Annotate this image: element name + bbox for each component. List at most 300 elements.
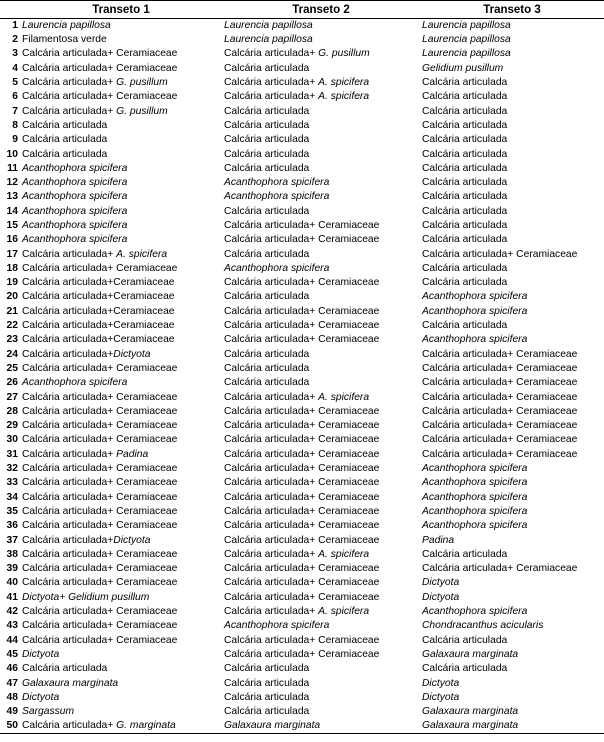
row-number: 31 [6, 448, 18, 460]
transeto-3-cell [420, 76, 604, 90]
table-row [0, 533, 604, 547]
row-number: 22 [6, 320, 18, 332]
table-row [0, 104, 604, 118]
species-name: G. pusillum [116, 105, 168, 117]
table-row [0, 705, 604, 719]
category-text: Calcária articulada+ Ceramiaceae [224, 463, 380, 475]
transeto-1-cell [20, 233, 222, 247]
species-name: Acanthophora spicifera [422, 505, 528, 517]
species-name: Dictyota [422, 591, 460, 603]
category-text: Calcária articulada [224, 105, 310, 117]
header-transeto-1: Transeto 1 [20, 1, 222, 19]
species-name: Laurencia papillosa [224, 20, 313, 31]
table-row [0, 176, 604, 190]
category-text: Calcária articulada [224, 663, 310, 675]
row-number: 8 [12, 119, 18, 131]
header-number [0, 1, 20, 19]
species-name: A. spicifera [318, 91, 370, 103]
transeto-1-cell [20, 76, 222, 90]
transeto-3-cell [420, 719, 604, 734]
category-text: Calcária articulada+ [22, 248, 117, 260]
row-number: 36 [6, 520, 18, 532]
species-name: Acanthophora spicifera [224, 177, 330, 189]
table-row [0, 62, 604, 76]
category-text: Calcária articulada [422, 134, 508, 146]
category-text: Calcária articulada+ Ceramiaceae [22, 48, 178, 60]
species-name: A. spicifera [116, 248, 168, 260]
category-text: Calcária articulada [224, 362, 310, 374]
transeto-1-cell [20, 633, 222, 647]
category-text: Calcária articulada+ Ceramiaceae [224, 234, 380, 246]
transeto-3-cell [420, 348, 604, 362]
transeto-3-cell [420, 605, 604, 619]
table-row [0, 662, 604, 676]
transeto-3-cell [420, 276, 604, 290]
species-name: Acanthophora spicifera [422, 291, 528, 303]
transeto-2-cell [222, 276, 420, 290]
category-text: Calcária articulada+ Ceramiaceae [422, 248, 578, 260]
transeto-1-cell [20, 533, 222, 547]
transeto-3-cell [420, 133, 604, 147]
transeto-3-cell [420, 633, 604, 647]
row-number: 49 [6, 706, 18, 718]
species-name: Acanthophora spicifera [224, 620, 330, 632]
category-text: Calcária articulada+ Ceramiaceae [224, 534, 380, 546]
category-text: Calcária articulada+ Ceramiaceae [224, 305, 380, 317]
category-text: Calcária articulada+ Ceramiaceae [22, 91, 178, 103]
transeto-2-cell [222, 648, 420, 662]
transeto-2-cell [222, 219, 420, 233]
transeto-3-cell [420, 591, 604, 605]
category-text: Calcária articulada [422, 663, 508, 675]
transeto-1-cell [20, 676, 222, 690]
row-number: 5 [12, 77, 18, 89]
row-number: 17 [6, 248, 18, 260]
transeto-1-cell [20, 348, 222, 362]
transeto-1-cell [20, 719, 222, 734]
species-name: Galaxaura marginata [422, 720, 519, 732]
category-text: Calcária articulada+ Ceramiaceae [22, 577, 178, 589]
transeto-1-cell [20, 562, 222, 576]
category-text: Calcária articulada [422, 177, 508, 189]
category-text: Calcária articulada+ Ceramiaceae [224, 577, 380, 589]
category-text: Calcária articulada+ Ceramiaceae [224, 591, 380, 603]
species-name: Laurencia papillosa [422, 20, 511, 31]
category-text: Calcária articulada+ [22, 720, 117, 732]
transeto-1-cell [20, 405, 222, 419]
transeto-1-cell [20, 205, 222, 219]
transeto-2-cell [222, 476, 420, 490]
species-name: Acanthophora spicifera [422, 463, 528, 475]
row-number: 25 [6, 362, 18, 374]
row-number: 27 [6, 391, 18, 403]
transeto-3-cell [420, 548, 604, 562]
table-row [0, 290, 604, 304]
row-number: 14 [6, 205, 18, 217]
transeto-2-cell [222, 233, 420, 247]
category-text: Calcária articulada [422, 220, 508, 231]
row-number: 50 [0, 719, 20, 734]
transeto-2-cell [222, 76, 420, 90]
transeto-2-cell [222, 104, 420, 118]
transeto-3-cell [420, 219, 604, 233]
transeto-3-cell [420, 190, 604, 204]
transeto-1-cell [20, 33, 222, 47]
row-number: 28 [6, 405, 18, 417]
transeto-3-cell [420, 662, 604, 676]
category-text: Calcária articulada+ [22, 348, 114, 360]
transeto-2-cell [222, 576, 420, 590]
transeto-3-cell [420, 476, 604, 490]
transeto-3-cell [420, 676, 604, 690]
species-name: Laurencia papillosa [422, 48, 511, 60]
category-text: Calcária articulada+ Ceramiaceae [224, 434, 380, 446]
transeto-1-cell [20, 605, 222, 619]
species-name: Dictyota [22, 691, 60, 703]
category-text: Calcária articulada+ Ceramiaceae [224, 648, 380, 660]
transeto-1-cell [20, 62, 222, 76]
category-text: Calcária articulada+ Ceramiaceae [224, 505, 380, 517]
transeto-3-cell [420, 390, 604, 404]
transeto-3-cell [420, 176, 604, 190]
table-row [0, 519, 604, 533]
transeto-3-cell [420, 247, 604, 261]
table-row [0, 333, 604, 347]
table-row [0, 348, 604, 362]
category-text: Calcária articulada+Ceramiaceae [22, 320, 175, 332]
table-row [0, 262, 604, 276]
row-number: 39 [6, 563, 18, 575]
transeto-1-cell [20, 548, 222, 562]
row-number: 3 [12, 48, 18, 60]
category-text: Calcária articulada+ Ceramiaceae [22, 434, 178, 446]
category-text: Calcária articulada+ Ceramiaceae [22, 520, 178, 532]
transeto-2-cell [222, 548, 420, 562]
transeto-2-cell [222, 705, 420, 719]
table-row [0, 676, 604, 690]
species-name: Acanthophora spicifera [422, 305, 528, 317]
table-body [0, 19, 604, 734]
category-text: Calcária articulada+ Ceramiaceae [22, 420, 178, 432]
table-row [0, 619, 604, 633]
transeto-2-cell [222, 448, 420, 462]
row-number: 26 [6, 377, 18, 389]
transeto-1-cell [20, 519, 222, 533]
transeto-2-cell [222, 147, 420, 161]
transeto-1-cell [20, 491, 222, 505]
category-text: Calcária articulada+ [224, 606, 319, 618]
species-name: G. marginata [116, 720, 176, 732]
table-row [0, 47, 604, 61]
transeto-1-cell [20, 619, 222, 633]
transeto-1-cell [20, 476, 222, 490]
transeto-2-cell [222, 262, 420, 276]
category-text: Calcária articulada+ Ceramiaceae [22, 391, 178, 403]
category-text: Calcária articulada [422, 234, 508, 246]
row-number: 45 [6, 648, 18, 660]
category-text: Calcária articulada [422, 277, 508, 289]
category-text: Calcária articulada+ Ceramiaceae [422, 420, 578, 432]
transeto-3-cell [420, 648, 604, 662]
row-number: 34 [6, 491, 18, 503]
row-number: 23 [6, 334, 18, 346]
row-number: 1 [12, 20, 18, 31]
table-row [0, 648, 604, 662]
transeto-1-cell [20, 419, 222, 433]
transeto-2-cell [222, 390, 420, 404]
header-transeto-2: Transeto 2 [222, 1, 420, 19]
species-name: Galaxaura marginata [422, 648, 519, 660]
table-row [0, 319, 604, 333]
transeto-2-cell [222, 533, 420, 547]
species-name: Acanthophora spicifera [422, 334, 528, 346]
transeto-2-cell [222, 190, 420, 204]
species-name: Padina [116, 448, 149, 460]
row-number: 33 [6, 477, 18, 489]
transeto-1-cell [20, 576, 222, 590]
category-text: Calcária articulada [224, 377, 310, 389]
table-row [0, 90, 604, 104]
transeto-2-cell [222, 176, 420, 190]
transeto-2-cell [222, 348, 420, 362]
transeto-3-cell [420, 419, 604, 433]
transeto-3-cell [420, 290, 604, 304]
row-number: 15 [6, 220, 18, 231]
category-text: Calcária articulada [22, 148, 108, 160]
category-text: Calcária articulada+ Ceramiaceae [422, 563, 578, 575]
transeto-1-cell [20, 247, 222, 261]
row-number: 19 [6, 277, 18, 289]
transeto-1-cell [20, 505, 222, 519]
transeto-2-cell [222, 676, 420, 690]
row-number: 38 [6, 548, 18, 560]
category-text: Calcária articulada+ Ceramiaceae [224, 491, 380, 503]
transeto-2-cell [222, 62, 420, 76]
category-text: Calcária articulada [224, 134, 310, 146]
species-name: Acanthophora spicifera [224, 191, 330, 203]
transeto-1-cell [20, 305, 222, 319]
transeto-1-cell [20, 376, 222, 390]
table-row [0, 605, 604, 619]
category-text: Calcária articulada [422, 119, 508, 131]
category-text: Calcária articulada [224, 162, 310, 174]
category-text: Calcária articulada+ Ceramiaceae [422, 391, 578, 403]
table-row [0, 205, 604, 219]
category-text: Calcária articulada+ Ceramiaceae [422, 348, 578, 360]
species-name: Acanthophora spicifera [422, 520, 528, 532]
category-text: Calcária articulada+ Ceramiaceae [22, 620, 178, 632]
table-row [0, 133, 604, 147]
table-row [0, 405, 604, 419]
category-text: Calcária articulada+ Ceramiaceae [224, 563, 380, 575]
species-name: Laurencia papillosa [422, 34, 511, 46]
species-name: Dictyota [113, 348, 151, 360]
row-number: 6 [12, 91, 18, 103]
transeto-2-cell [222, 47, 420, 61]
table-row [0, 576, 604, 590]
category-text: Calcária articulada+ Ceramiaceae [224, 320, 380, 332]
transeto-2-cell [222, 90, 420, 104]
table-row [0, 362, 604, 376]
table-row [0, 691, 604, 705]
table-row [0, 462, 604, 476]
category-text: Calcária articulada+ [22, 105, 117, 117]
transeto-1-cell [20, 390, 222, 404]
header-transeto-3: Transeto 3 [420, 1, 604, 19]
transeto-3-cell [420, 376, 604, 390]
transeto-2-cell [222, 333, 420, 347]
row-number: 9 [12, 134, 18, 146]
transeto-2-cell [222, 619, 420, 633]
category-text: Calcária articulada [422, 148, 508, 160]
species-name: Acanthophora spicifera [22, 162, 128, 174]
transeto-3-cell [420, 233, 604, 247]
species-name: A. spicifera [318, 548, 370, 560]
species-name: Acanthophora spicifera [22, 377, 128, 389]
transeto-2-cell [222, 433, 420, 447]
category-text: Calcária articulada [422, 548, 508, 560]
row-number: 35 [6, 505, 18, 517]
table-row [0, 448, 604, 462]
category-text: Calcária articulada+ Ceramiaceae [224, 405, 380, 417]
transeto-3-cell [420, 62, 604, 76]
row-number: 41 [6, 591, 18, 603]
category-text: Calcária articulada+ Ceramiaceae [22, 362, 178, 374]
transeto-2-cell [222, 662, 420, 676]
transeto-2-cell [222, 205, 420, 219]
transeto-1-cell [20, 276, 222, 290]
category-text: Calcária articulada+ Ceramiaceae [22, 634, 178, 646]
category-text: Calcária articulada [422, 191, 508, 203]
transeto-3-cell [420, 505, 604, 519]
transeto-2-cell [222, 405, 420, 419]
transeto-3-cell [420, 47, 604, 61]
transeto-3-cell [420, 90, 604, 104]
transeto-2-cell [222, 691, 420, 705]
category-text: Calcária articulada+ Ceramiaceae [22, 62, 178, 74]
transeto-2-cell [222, 605, 420, 619]
species-name: Acanthophora spicifera [22, 205, 128, 217]
transeto-1-cell [20, 591, 222, 605]
category-text: Calcária articulada [22, 134, 108, 146]
transeto-1-cell [20, 262, 222, 276]
category-text: Calcária articulada+ Ceramiaceae [22, 548, 178, 560]
row-number: 11 [7, 162, 18, 174]
category-text: Calcária articulada+ [22, 77, 117, 89]
category-text: Calcária articulada+Ceramiaceae [22, 291, 175, 303]
category-text: Calcária articulada+ [224, 391, 319, 403]
transeto-2-cell [222, 362, 420, 376]
category-text: Calcária articulada+ Ceramiaceae [22, 262, 178, 274]
row-number: 24 [6, 348, 18, 360]
row-number: 29 [6, 420, 18, 432]
transeto-1-cell [20, 691, 222, 705]
table-row [0, 390, 604, 404]
transeto-1-cell [20, 319, 222, 333]
row-number: 10 [6, 148, 18, 160]
species-name: Chondracanthus acicularis [422, 620, 544, 632]
category-text: Filamentosa verde [22, 34, 107, 46]
transeto-3-cell [420, 448, 604, 462]
table-row [0, 562, 604, 576]
transeto-3-cell [420, 162, 604, 176]
transeto-1-cell [20, 90, 222, 104]
species-name: Dictyota [422, 691, 460, 703]
transeto-3-cell [420, 119, 604, 133]
transeto-2-cell [222, 491, 420, 505]
species-name: Dictyota [422, 577, 460, 589]
row-number: 43 [6, 620, 18, 632]
category-text: Calcária articulada+ Ceramiaceae [22, 405, 178, 417]
species-name: Gelidium pusillum [422, 62, 504, 74]
table-row [0, 19, 604, 34]
table-row [0, 476, 604, 490]
transeto-3-cell [420, 333, 604, 347]
category-text: Calcária articulada [224, 205, 310, 217]
table-row [0, 433, 604, 447]
table-row [0, 147, 604, 161]
row-number: 48 [6, 691, 18, 703]
category-text: Calcária articulada+ [22, 448, 117, 460]
category-text: Calcária articulada [422, 262, 508, 274]
category-text: Calcária articulada+ Ceramiaceae [224, 277, 380, 289]
species-name: Laurencia papillosa [224, 34, 313, 46]
category-text: Calcária articulada+Ceramiaceae [22, 334, 175, 346]
transeto-1-cell [20, 648, 222, 662]
transeto-3-cell [420, 262, 604, 276]
row-number: 46 [6, 663, 18, 675]
transeto-1-cell [20, 176, 222, 190]
transeto-3-cell [420, 319, 604, 333]
species-name: Acanthophora spicifera [422, 491, 528, 503]
transeto-1-cell [20, 662, 222, 676]
category-text: Calcária articulada+ Ceramiaceae [22, 505, 178, 517]
category-text: Calcária articulada+ Ceramiaceae [22, 477, 178, 489]
transeto-3-cell [420, 705, 604, 719]
transeto-2-cell [222, 419, 420, 433]
transeto-2-cell [222, 162, 420, 176]
table-row [0, 190, 604, 204]
category-text: Calcária articulada+ Ceramiaceae [224, 477, 380, 489]
category-text: Calcária articulada [422, 105, 508, 117]
transeto-3-cell [420, 147, 604, 161]
row-number: 21 [6, 305, 18, 317]
row-number: 18 [6, 262, 18, 274]
row-number: 7 [12, 105, 18, 117]
transeto-2-cell [222, 376, 420, 390]
category-text: Calcária articulada+ Ceramiaceae [224, 634, 380, 646]
species-name: Galaxaura marginata [422, 706, 519, 718]
table-row [0, 33, 604, 47]
transeto-2-cell [222, 33, 420, 47]
category-text: Calcária articulada+ Ceramiaceae [224, 448, 380, 460]
species-name: Dictyota [422, 677, 460, 689]
category-text: Calcária articulada [224, 691, 310, 703]
transeto-1-cell [20, 133, 222, 147]
category-text: Calcária articulada+ [224, 48, 319, 60]
transeto-3-cell [420, 205, 604, 219]
species-name: Dictyota+ Gelidium pusillum [22, 591, 150, 603]
transeto-2-cell [222, 505, 420, 519]
species-name: Acanthophora spicifera [422, 477, 528, 489]
transeto-2-cell [222, 519, 420, 533]
table-row [0, 76, 604, 90]
header-row [0, 1, 604, 19]
category-text: Calcária articulada+ [224, 91, 319, 103]
transeto-1-cell [20, 119, 222, 133]
transeto-3-cell [420, 104, 604, 118]
transeto-3-cell [420, 305, 604, 319]
